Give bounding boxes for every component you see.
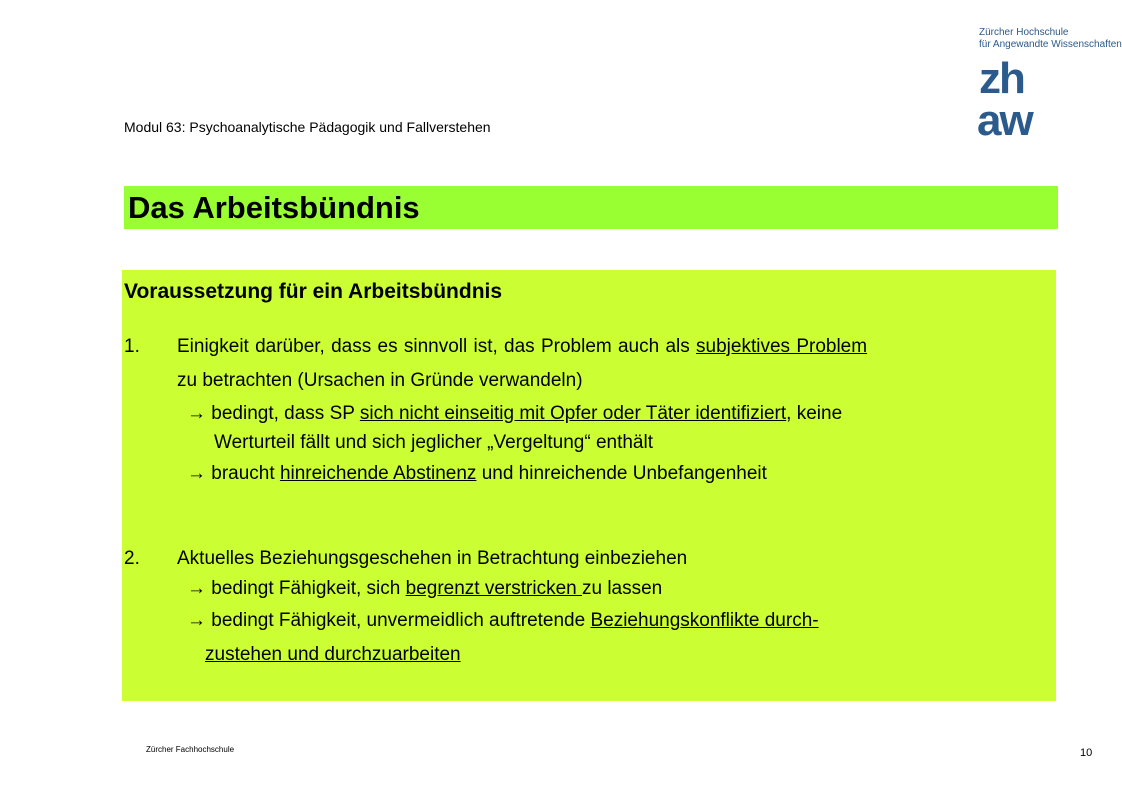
item1-number: 1. — [124, 336, 140, 357]
title-bar — [124, 186, 1058, 229]
logo-line-1: Zürcher Hochschule — [979, 27, 1069, 38]
logo-line-2: für Angewandte Wissenschaften — [979, 39, 1122, 50]
item2-line1: Aktuelles Beziehungsgeschehen in Betrachtung einbeziehen — [177, 548, 688, 569]
item2-number: 2. — [124, 548, 140, 569]
item1-line1: Einigkeit darüber, dass es sinnvoll ist, das Problem auch als subjektives Problem — [177, 336, 868, 357]
zhaw-logo — [977, 55, 1059, 137]
module-title: Modul 63: Psychoanalytische Pädagogik und Fallverstehen — [124, 119, 491, 135]
content-box — [122, 270, 1056, 701]
item2-line3: → bedingt Fähigkeit, unvermeidlich auftretende Beziehungskonflikte durch- — [187, 610, 819, 631]
item1-line2: zu betrachten (Ursachen in Gründe verwandeln) — [177, 370, 583, 391]
page-title: Das Arbeitsbündnis — [128, 190, 420, 225]
arrow-icon: → — [187, 610, 206, 631]
item2-line4: zustehen und durchzuarbeiten — [205, 644, 461, 665]
item1-line5: → braucht hinreichende Abstinenz und hinreichende Unbefangenheit — [187, 463, 767, 484]
item1-line4: Werturteil fällt und sich jeglicher „Vergeltung“ enthält — [214, 432, 653, 453]
arrow-icon: → — [187, 463, 206, 484]
subheading: Voraussetzung für ein Arbeitsbündnis — [124, 280, 503, 303]
item2-line2: → bedingt Fähigkeit, sich begrenzt verstricken zu lassen — [187, 578, 663, 599]
item1-line3: → bedingt, dass SP sich nicht einseitig mit Opfer oder Täter identifiziert, keine — [187, 403, 843, 424]
footer-institution: Zürcher Fachhochschule — [146, 745, 235, 754]
arrow-icon: → — [187, 403, 206, 424]
logo-mark-top: zh — [979, 55, 1024, 103]
logo-text — [979, 27, 1122, 51]
logo-mark-bottom: aw — [977, 96, 1032, 137]
arrow-icon: → — [187, 578, 206, 599]
page-number: 10 — [1080, 747, 1093, 759]
